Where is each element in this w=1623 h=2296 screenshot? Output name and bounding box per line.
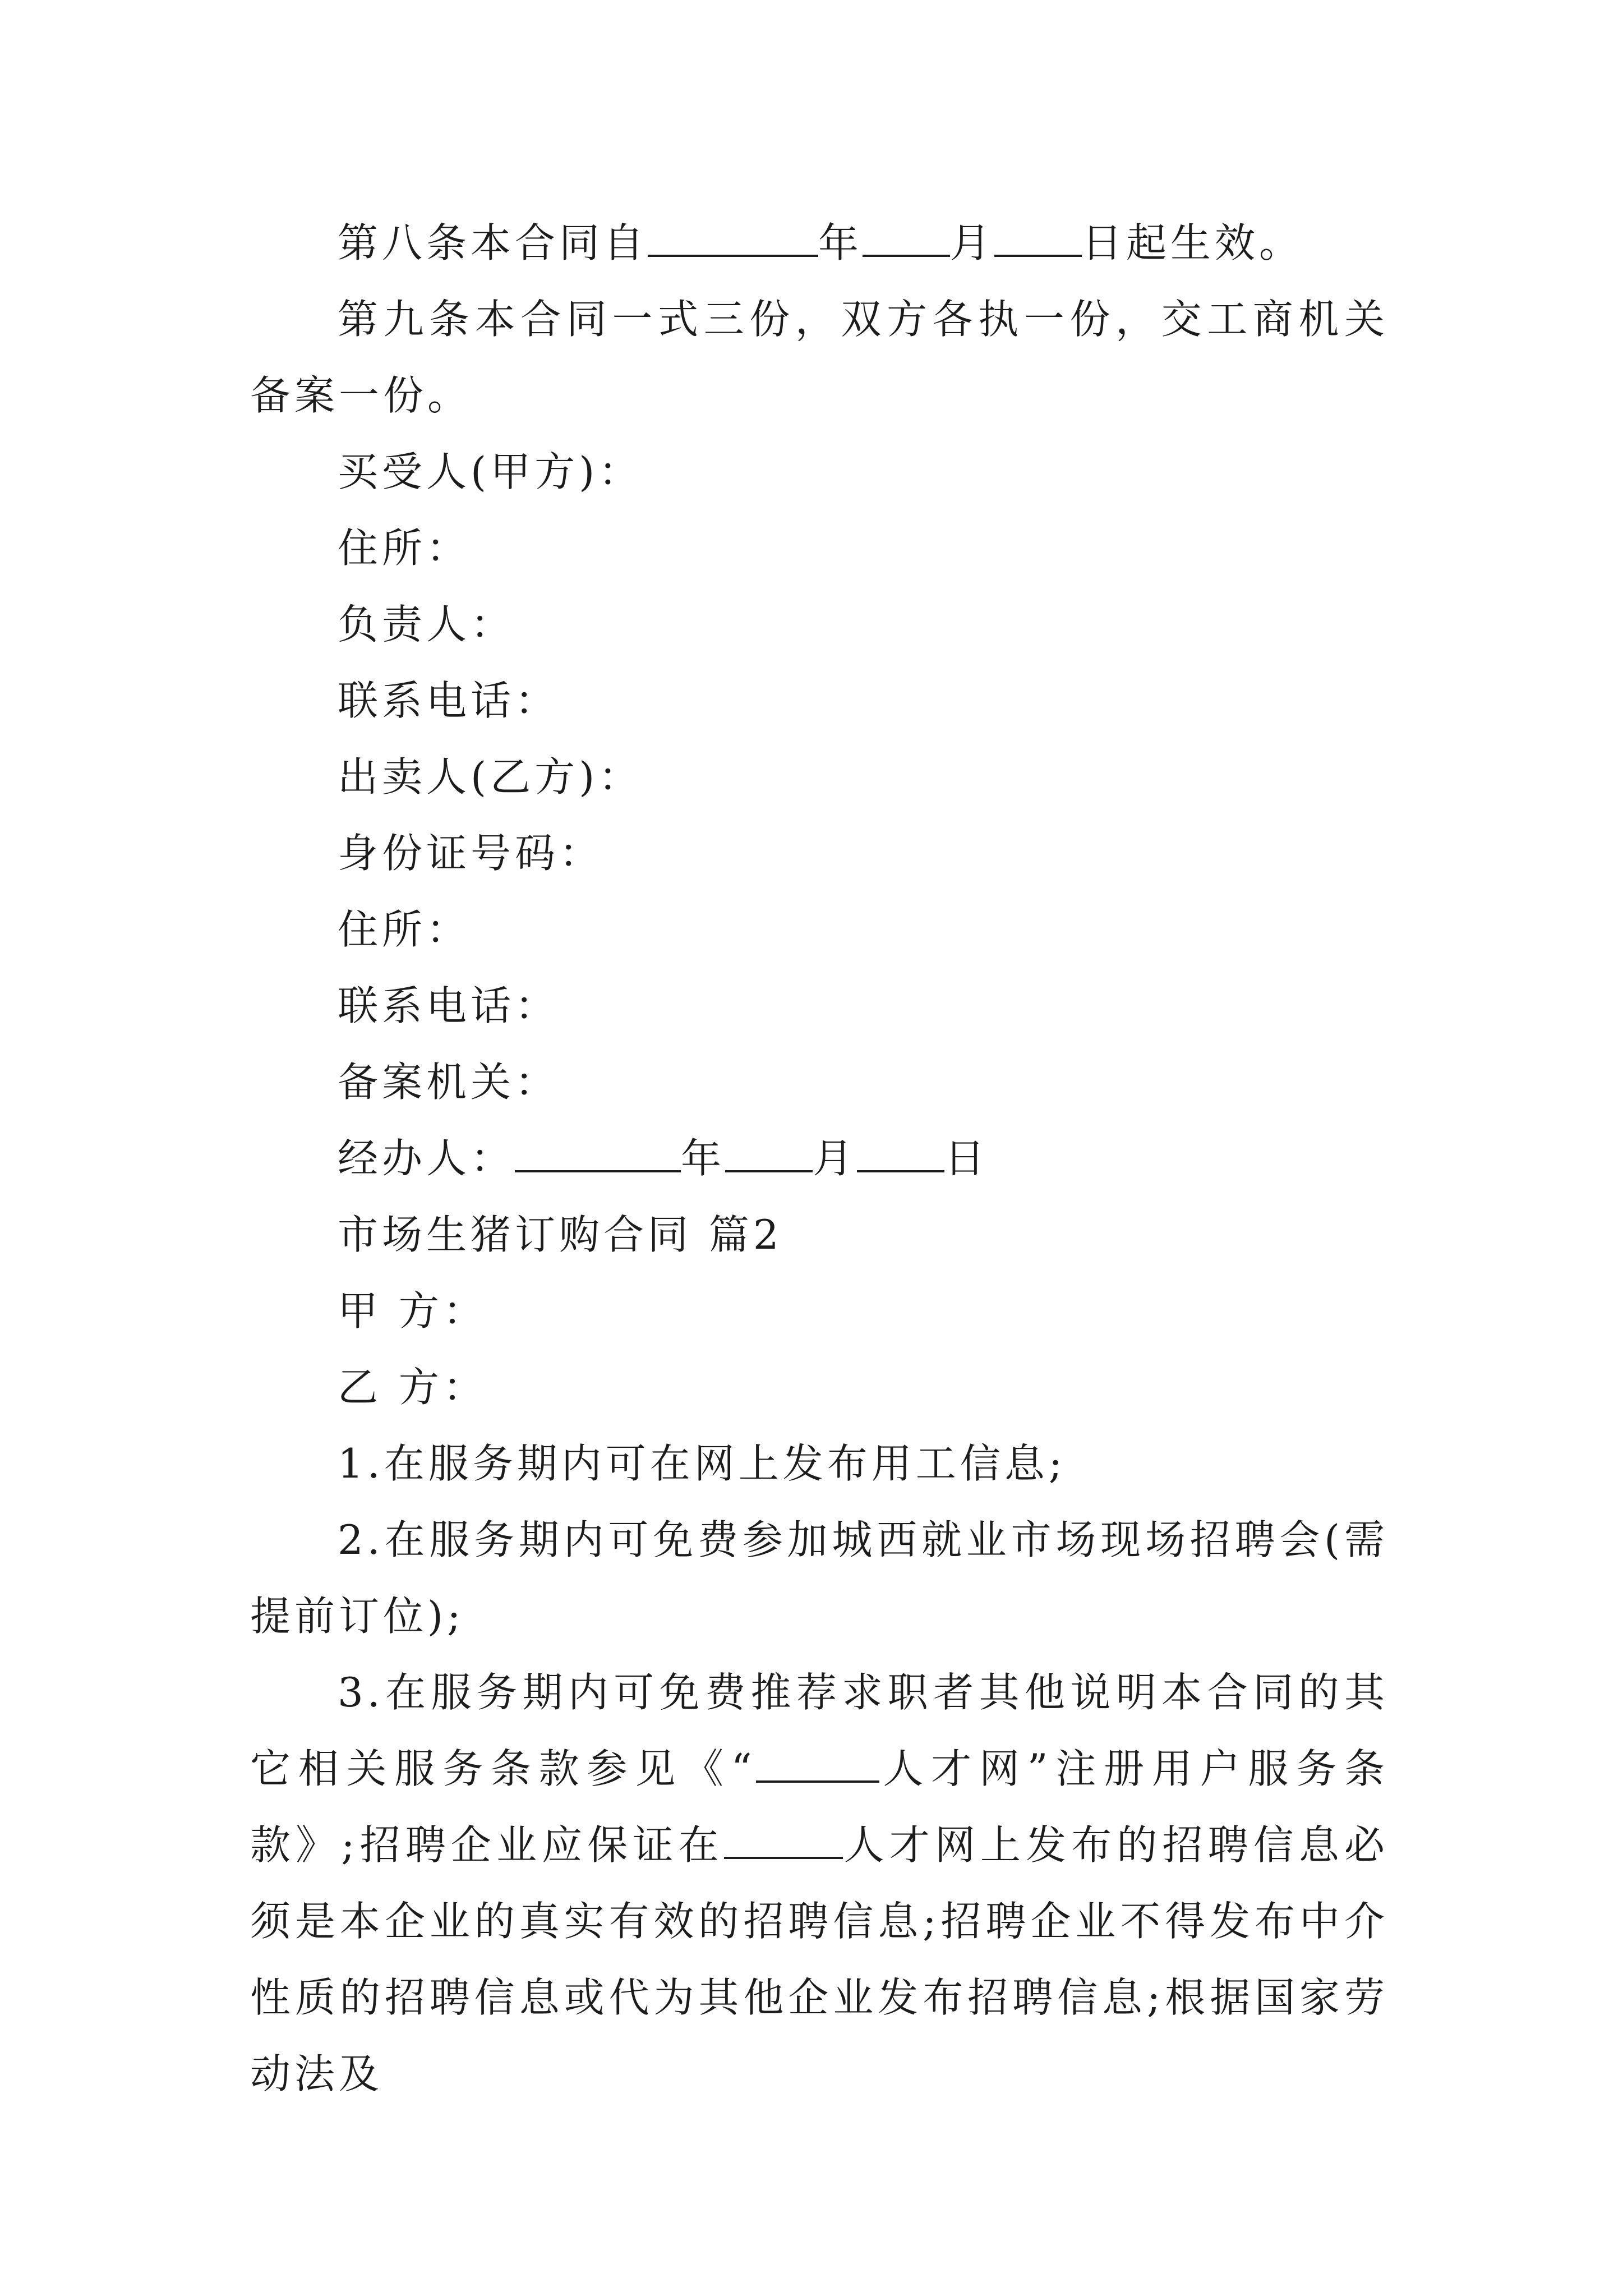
month-blank	[863, 222, 950, 257]
clause-8-effective-date	[250, 205, 1389, 281]
party-a-label: 甲 方：	[338, 1287, 487, 1335]
month-blank	[725, 1138, 813, 1172]
day-blank	[994, 222, 1082, 257]
document-body	[250, 205, 1389, 2112]
item-3-text-a: 3.在服务期内可免费推荐求职者其他说明本合同的其它相关服务条款参见《“	[250, 1669, 1389, 1792]
month-label: 月	[950, 219, 995, 266]
filing-authority-label: 备案机关：	[338, 1059, 560, 1106]
day-label: 日起生效。	[1082, 219, 1304, 266]
buyer-representative-label: 负责人：	[338, 601, 515, 648]
handler-label: 经办人：	[338, 1135, 515, 1182]
item-3-text-b: 人才网”注册用户服务条款》;招聘企业应保证在	[250, 1745, 1389, 1869]
item-3-text-c: 人才网上发布的招聘信息必须是本企业的真实有效的招聘信息;招聘企业不得发布中介性质的招聘信息或代为其他企业发布招聘信息;根据国家劳动法及	[250, 1821, 1389, 2097]
buyer-phone-label: 联系电话：	[338, 677, 560, 724]
service-item-1: 1.在服务期内可在网上发布用工信息;	[338, 1440, 1066, 1487]
site-name-blank	[724, 1824, 843, 1859]
seller-id-number-label: 身份证号码：	[338, 830, 604, 877]
year-label: 年	[681, 1135, 726, 1182]
section-heading: 市场生猪订购合同 篇2	[338, 1211, 783, 1258]
year-label: 年	[818, 219, 863, 266]
service-item-3	[250, 1654, 1389, 2112]
clause-9-copies: 第九条本合同一式三份，双方各执一份，交工商机关备案一份。	[250, 296, 1389, 419]
party-b-label: 乙 方：	[338, 1364, 487, 1411]
service-item-2: 2.在服务期内可免费参加城西就业市场现场招聘会(需提前订位);	[250, 1516, 1389, 1640]
day-blank	[857, 1138, 944, 1172]
buyer-label: 买受人(甲方)：	[338, 448, 643, 495]
year-blank	[648, 222, 818, 257]
seller-address-label: 住所：	[338, 906, 471, 953]
day-label: 日	[944, 1135, 989, 1182]
seller-phone-label: 联系电话：	[338, 982, 560, 1029]
clause-text: 第八条本合同自	[338, 219, 648, 266]
year-blank	[515, 1138, 681, 1172]
site-name-blank	[756, 1748, 879, 1783]
handler-date-line	[250, 1120, 1389, 1197]
seller-label: 出卖人(乙方)：	[338, 753, 643, 800]
buyer-address-label: 住所：	[338, 524, 471, 572]
month-label: 月	[813, 1135, 857, 1182]
